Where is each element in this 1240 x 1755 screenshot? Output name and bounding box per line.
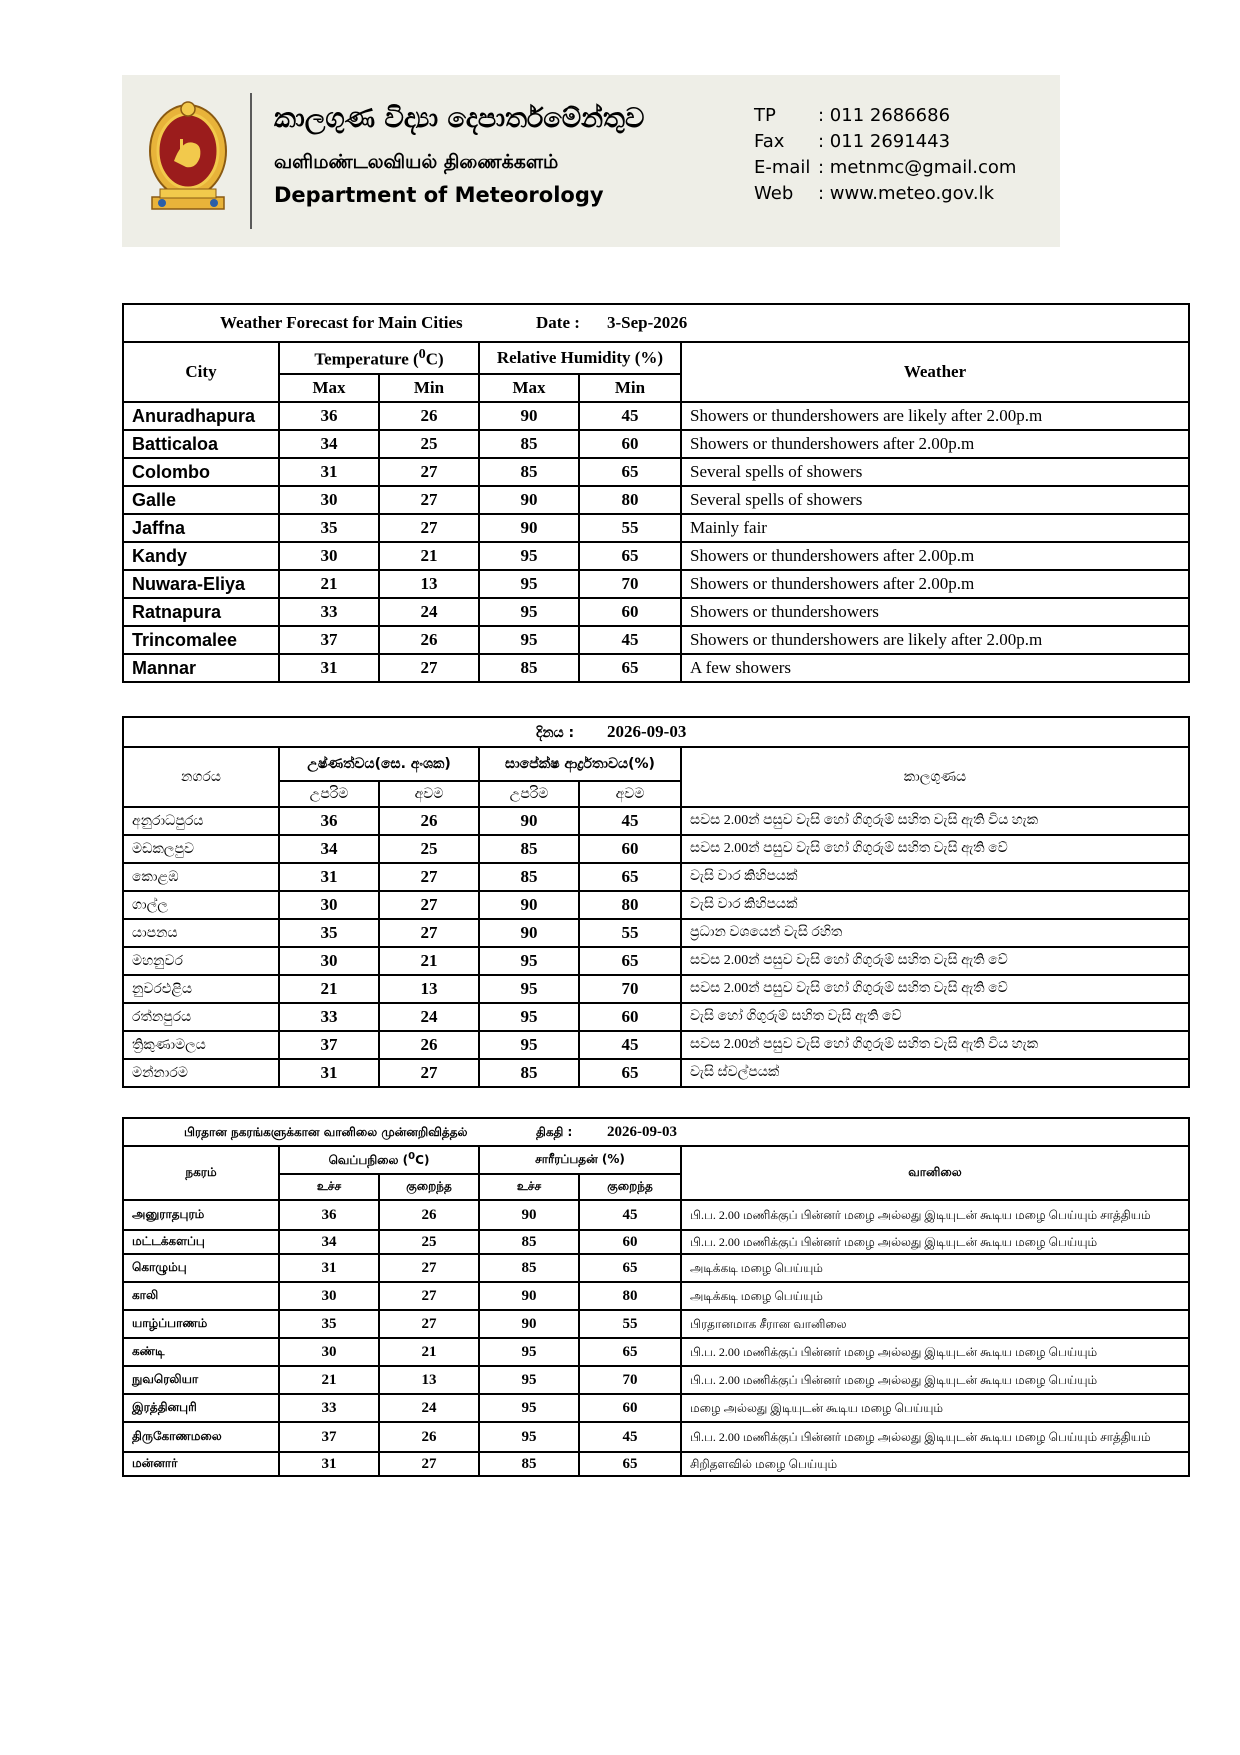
table-row <box>123 975 1189 1003</box>
temp-min-cell: 27 <box>379 1452 479 1476</box>
humidity-max-cell: 95 <box>479 1422 579 1452</box>
temp-max-cell: 37 <box>279 1031 379 1059</box>
humidity-max-cell: 95 <box>479 1394 579 1422</box>
temp-min-cell: 25 <box>379 835 479 863</box>
temp-max-cell: 31 <box>279 1059 379 1087</box>
weather-description-cell: அடிக்கடி மழை பெய்யும் <box>681 1254 1189 1282</box>
city-name-cell: නුවරඑළිය <box>123 975 279 1003</box>
forecast-date: 2026-09-03 <box>607 1123 677 1140</box>
humidity-max-cell: 85 <box>479 1452 579 1476</box>
humidity-max-cell: 85 <box>479 1254 579 1282</box>
tamil-forecast-table <box>122 1117 1190 1477</box>
humidity-min-cell: 65 <box>579 542 681 570</box>
humidity-min-cell: 65 <box>579 1059 681 1087</box>
city-column-header: City <box>123 342 279 402</box>
humidity-min-header: குறைந்த <box>579 1174 681 1200</box>
weather-description-cell: Several spells of showers <box>681 458 1189 486</box>
humidity-min-cell: 70 <box>579 1366 681 1394</box>
humidity-min-cell: 80 <box>579 486 681 514</box>
temp-min-cell: 26 <box>379 1031 479 1059</box>
city-name-cell: மன்னார் <box>123 1452 279 1476</box>
weather-description-cell: Showers or thundershowers <box>681 598 1189 626</box>
table-row <box>123 486 1189 514</box>
date-label: දිනය : <box>536 725 575 741</box>
city-name-cell: යාපනය <box>123 919 279 947</box>
humidity-max-cell: 90 <box>479 1282 579 1310</box>
temp-max-cell: 36 <box>279 1200 379 1230</box>
humidity-min-cell: 65 <box>579 458 681 486</box>
city-name-cell: திருகோணமலை <box>123 1422 279 1452</box>
table-row <box>123 654 1189 682</box>
city-name-cell: මහනුවර <box>123 947 279 975</box>
table-row <box>123 863 1189 891</box>
weather-description-cell: பி.ப. 2.00 மணிக்குப் பின்னர் மழை அல்லது இடியுடன் கூடிய மழை பெய்யும் <box>681 1230 1189 1254</box>
city-name-cell: Trincomalee <box>123 626 279 654</box>
city-name-cell: Batticaloa <box>123 430 279 458</box>
contact-row: TP : 011 2686686 <box>754 105 951 126</box>
temp-max-cell: 33 <box>279 598 379 626</box>
humidity-min-cell: 45 <box>579 1200 681 1230</box>
forecast-date: 3-Sep-2026 <box>607 313 688 332</box>
weather-column-header: කාලගුණය <box>681 747 1189 807</box>
humidity-min-header: Min <box>579 374 681 402</box>
temp-max-cell: 34 <box>279 430 379 458</box>
weather-description-cell: Mainly fair <box>681 514 1189 542</box>
city-name-cell: අනුරාධපුරය <box>123 807 279 835</box>
table-row <box>123 807 1189 835</box>
table-header-row <box>123 1146 1189 1174</box>
humidity-max-header: උපරිම <box>479 781 579 807</box>
humidity-max-cell: 90 <box>479 1200 579 1230</box>
temp-max-cell: 37 <box>279 626 379 654</box>
humidity-max-cell: 95 <box>479 1031 579 1059</box>
humidity-max-cell: 90 <box>479 1310 579 1338</box>
table-row <box>123 1338 1189 1366</box>
humidity-min-cell: 60 <box>579 835 681 863</box>
table-title: பிரதான நகரங்களுக்கான வானிலை முன்னறிவித்தல் <box>184 1124 468 1139</box>
temp-max-cell: 30 <box>279 542 379 570</box>
table-header-row <box>123 342 1189 374</box>
temp-max-cell: 34 <box>279 835 379 863</box>
humidity-max-cell: 95 <box>479 947 579 975</box>
contact-row: Fax : 011 2691443 <box>754 131 951 152</box>
humidity-min-cell: 55 <box>579 514 681 542</box>
humidity-max-cell: 85 <box>479 863 579 891</box>
weather-description-cell: සවස 2.00න් පසුව වැසි හෝ ගිගුරුම් සහිත වැසි ඇති විය හැක <box>681 807 1189 835</box>
temp-min-cell: 27 <box>379 458 479 486</box>
table-row <box>123 542 1189 570</box>
humidity-min-cell: 60 <box>579 1230 681 1254</box>
table-row <box>123 402 1189 430</box>
weather-description-cell: பி.ப. 2.00 மணிக்குப் பின்னர் மழை அல்லது இடியுடன் கூடிய மழை பெய்யும் சாத்தியம் <box>681 1200 1189 1230</box>
city-name-cell: யாழ்ப்பாணம் <box>123 1310 279 1338</box>
humidity-max-cell: 85 <box>479 1230 579 1254</box>
temp-max-cell: 30 <box>279 947 379 975</box>
english-table-body <box>123 402 1189 682</box>
table-row <box>123 1200 1189 1230</box>
table-row <box>123 570 1189 598</box>
header-divider <box>250 93 252 229</box>
table-row <box>123 947 1189 975</box>
humidity-max-cell: 95 <box>479 975 579 1003</box>
temp-min-cell: 24 <box>379 1394 479 1422</box>
table-row <box>123 514 1189 542</box>
temp-max-cell: 31 <box>279 458 379 486</box>
table-row <box>123 626 1189 654</box>
humidity-max-cell: 95 <box>479 598 579 626</box>
temp-min-cell: 26 <box>379 626 479 654</box>
table-row <box>123 1230 1189 1254</box>
table-row <box>123 458 1189 486</box>
temp-min-cell: 24 <box>379 1003 479 1031</box>
letterhead <box>122 75 1060 247</box>
forecast-date: 2026-09-03 <box>607 722 687 741</box>
city-name-cell: Mannar <box>123 654 279 682</box>
temp-max-cell: 35 <box>279 514 379 542</box>
humidity-max-cell: 85 <box>479 835 579 863</box>
temp-min-cell: 26 <box>379 1200 479 1230</box>
city-name-cell: Anuradhapura <box>123 402 279 430</box>
humidity-min-cell: 80 <box>579 891 681 919</box>
fax-number: : 011 2691443 <box>818 131 951 152</box>
weather-column-header: வானிலை <box>681 1146 1189 1200</box>
temp-min-header: අවම <box>379 781 479 807</box>
humidity-max-header: உச்ச <box>479 1174 579 1200</box>
table-title: Weather Forecast for Main Cities <box>220 313 463 332</box>
weather-description-cell: Several spells of showers <box>681 486 1189 514</box>
temp-max-header: Max <box>279 374 379 402</box>
table-row <box>123 1059 1189 1087</box>
phone-number: : 011 2686686 <box>818 105 951 126</box>
org-name-english: Department of Meteorology <box>274 183 604 207</box>
temp-min-cell: 13 <box>379 1366 479 1394</box>
city-name-cell: රත්නපුරය <box>123 1003 279 1031</box>
temp-max-cell: 30 <box>279 1338 379 1366</box>
weather-description-cell: සවස 2.00න් පසුව වැසි හෝ ගිගුරුම් සහිත වැසි ඇති විය හැක <box>681 1031 1189 1059</box>
temp-min-cell: 26 <box>379 807 479 835</box>
temperature-column-header: Temperature ($^0$C) <box>279 342 479 374</box>
weather-description-cell: ප්‍රධාන වශයෙන් වැසි රහිත <box>681 919 1189 947</box>
website-url: : www.meteo.gov.lk <box>818 183 995 204</box>
city-name-cell: ගාල්ල <box>123 891 279 919</box>
weather-description-cell: වැසි හෝ ගිගුරුම් සහිත වැසි ඇති වේ <box>681 1003 1189 1031</box>
weather-description-cell: A few showers <box>681 654 1189 682</box>
humidity-min-cell: 45 <box>579 807 681 835</box>
humidity-column-header: සාපේක්ෂ ආර්ද්‍රතාවය(%) <box>479 747 681 781</box>
table-row <box>123 1394 1189 1422</box>
email-address: : metnmc@gmail.com <box>818 157 1017 178</box>
city-name-cell: Colombo <box>123 458 279 486</box>
humidity-min-cell: 65 <box>579 863 681 891</box>
sri-lanka-emblem-icon <box>144 99 232 219</box>
temp-max-cell: 21 <box>279 975 379 1003</box>
humidity-min-cell: 60 <box>579 430 681 458</box>
table-row <box>123 1031 1189 1059</box>
temp-min-cell: 21 <box>379 542 479 570</box>
english-forecast-table <box>122 303 1190 683</box>
temp-min-cell: 25 <box>379 430 479 458</box>
temp-min-cell: 27 <box>379 891 479 919</box>
weather-description-cell: Showers or thundershowers after 2.00p.m <box>681 570 1189 598</box>
city-name-cell: Galle <box>123 486 279 514</box>
temp-max-header: உச்ச <box>279 1174 379 1200</box>
temp-max-cell: 30 <box>279 486 379 514</box>
humidity-max-cell: 90 <box>479 807 579 835</box>
temp-max-cell: 31 <box>279 654 379 682</box>
humidity-min-cell: 45 <box>579 1031 681 1059</box>
humidity-max-cell: 95 <box>479 542 579 570</box>
city-name-cell: මන්නාරම <box>123 1059 279 1087</box>
temp-max-cell: 33 <box>279 1394 379 1422</box>
temperature-column-header: උෂ්ණත්වය(සෙ. අංශක) <box>279 747 479 781</box>
city-name-cell: Ratnapura <box>123 598 279 626</box>
table-header-row <box>123 747 1189 781</box>
temp-max-cell: 21 <box>279 1366 379 1394</box>
humidity-max-cell: 90 <box>479 402 579 430</box>
temp-min-cell: 13 <box>379 570 479 598</box>
weather-description-cell: සවස 2.00න් පසුව වැසි හෝ ගිගුරුම් සහිත වැසි ඇති වේ <box>681 975 1189 1003</box>
temp-max-cell: 37 <box>279 1422 379 1452</box>
tamil-table-body <box>123 1200 1189 1476</box>
temp-min-cell: 27 <box>379 1282 479 1310</box>
weather-description-cell: සවස 2.00න් පසුව වැසි හෝ ගිගුරුම් සහිත වැසි ඇති වේ <box>681 947 1189 975</box>
contact-block <box>754 103 1016 207</box>
humidity-max-cell: 95 <box>479 626 579 654</box>
city-name-cell: මඩකලපුව <box>123 835 279 863</box>
humidity-max-cell: 95 <box>479 1366 579 1394</box>
temp-max-cell: 33 <box>279 1003 379 1031</box>
weather-description-cell: பி.ப. 2.00 மணிக்குப் பின்னர் மழை அல்லது இடியுடன் கூடிய மழை பெய்யும் <box>681 1366 1189 1394</box>
contact-row: E-mail : metnmc@gmail.com <box>754 157 1017 178</box>
table-row <box>123 598 1189 626</box>
temp-min-cell: 25 <box>379 1230 479 1254</box>
org-name-tamil: வளிமண்டலவியல் திணைக்களம் <box>274 151 559 173</box>
table-row <box>123 1422 1189 1452</box>
city-name-cell: Jaffna <box>123 514 279 542</box>
city-column-header: நகரம் <box>123 1146 279 1200</box>
humidity-max-header: Max <box>479 374 579 402</box>
temp-min-cell: 24 <box>379 598 479 626</box>
sinhala-table-body <box>123 807 1189 1087</box>
city-name-cell: அனுராதபுரம் <box>123 1200 279 1230</box>
table-row <box>123 835 1189 863</box>
humidity-max-cell: 85 <box>479 1059 579 1087</box>
sinhala-forecast-table <box>122 716 1190 1088</box>
humidity-min-cell: 55 <box>579 919 681 947</box>
temp-max-cell: 36 <box>279 402 379 430</box>
humidity-min-cell: 65 <box>579 1338 681 1366</box>
table-title-row <box>123 304 1189 342</box>
humidity-min-cell: 65 <box>579 947 681 975</box>
weather-description-cell: Showers or thundershowers after 2.00p.m <box>681 430 1189 458</box>
humidity-max-cell: 90 <box>479 891 579 919</box>
city-name-cell: கண்டி <box>123 1338 279 1366</box>
humidity-min-cell: 45 <box>579 626 681 654</box>
temp-min-cell: 27 <box>379 1059 479 1087</box>
table-row <box>123 919 1189 947</box>
humidity-min-cell: 60 <box>579 1394 681 1422</box>
temp-min-cell: 27 <box>379 654 479 682</box>
city-name-cell: ත්‍රිකුණාමලය <box>123 1031 279 1059</box>
temp-min-header: குறைந்த <box>379 1174 479 1200</box>
temp-min-header: Min <box>379 374 479 402</box>
temp-min-cell: 27 <box>379 863 479 891</box>
city-name-cell: நுவரெலியா <box>123 1366 279 1394</box>
temp-min-cell: 27 <box>379 1310 479 1338</box>
table-row <box>123 1003 1189 1031</box>
temp-max-cell: 30 <box>279 1282 379 1310</box>
humidity-min-cell: 55 <box>579 1310 681 1338</box>
humidity-max-cell: 95 <box>479 570 579 598</box>
table-row <box>123 1282 1189 1310</box>
table-title-row <box>123 1118 1189 1146</box>
temp-min-cell: 13 <box>379 975 479 1003</box>
weather-description-cell: Showers or thundershowers are likely after 2.00p.m <box>681 626 1189 654</box>
temp-min-cell: 21 <box>379 1338 479 1366</box>
weather-description-cell: சிறிதளவில் மழை பெய்யும் <box>681 1452 1189 1476</box>
humidity-min-cell: 60 <box>579 598 681 626</box>
weather-description-cell: වැසි වාර කිහිපයක් <box>681 863 1189 891</box>
city-name-cell: Kandy <box>123 542 279 570</box>
table-row <box>123 1254 1189 1282</box>
temp-max-cell: 35 <box>279 1310 379 1338</box>
humidity-min-cell: 65 <box>579 654 681 682</box>
temp-max-cell: 21 <box>279 570 379 598</box>
temp-max-cell: 31 <box>279 1254 379 1282</box>
city-name-cell: කොළඹ <box>123 863 279 891</box>
temp-max-cell: 35 <box>279 919 379 947</box>
temp-max-cell: 31 <box>279 1452 379 1476</box>
table-row <box>123 430 1189 458</box>
humidity-min-cell: 80 <box>579 1282 681 1310</box>
temp-min-cell: 27 <box>379 486 479 514</box>
temp-min-cell: 26 <box>379 1422 479 1452</box>
temp-max-cell: 30 <box>279 891 379 919</box>
humidity-min-cell: 45 <box>579 1422 681 1452</box>
temp-min-cell: 27 <box>379 919 479 947</box>
weather-description-cell: වැසි ස්වල්පයක් <box>681 1059 1189 1087</box>
humidity-min-cell: 70 <box>579 975 681 1003</box>
humidity-max-cell: 95 <box>479 1338 579 1366</box>
temp-min-cell: 21 <box>379 947 479 975</box>
city-name-cell: இரத்தினபுரி <box>123 1394 279 1422</box>
weather-description-cell: සවස 2.00න් පසුව වැසි හෝ ගිගුරුම් සහිත වැසි ඇති වේ <box>681 835 1189 863</box>
humidity-max-cell: 85 <box>479 654 579 682</box>
date-label: Date : <box>536 313 580 332</box>
city-name-cell: காலி <box>123 1282 279 1310</box>
humidity-column-header: சாரீரப்பதன் (%) <box>479 1146 681 1174</box>
humidity-column-header: Relative Humidity (%) <box>479 342 681 374</box>
city-name-cell: மட்டக்களப்பு <box>123 1230 279 1254</box>
city-column-header: නගරය <box>123 747 279 807</box>
temp-max-cell: 31 <box>279 863 379 891</box>
table-row <box>123 1366 1189 1394</box>
humidity-max-cell: 90 <box>479 514 579 542</box>
city-name-cell: Nuwara-Eliya <box>123 570 279 598</box>
date-label: திகதி : <box>536 1124 573 1139</box>
humidity-max-cell: 85 <box>479 430 579 458</box>
temp-max-cell: 34 <box>279 1230 379 1254</box>
temperature-column-header: வெப்பநிலை ($^0$C) <box>279 1146 479 1174</box>
humidity-min-cell: 45 <box>579 402 681 430</box>
weather-column-header: Weather <box>681 342 1189 402</box>
temp-max-cell: 36 <box>279 807 379 835</box>
temp-min-cell: 27 <box>379 1254 479 1282</box>
humidity-min-cell: 60 <box>579 1003 681 1031</box>
humidity-max-cell: 95 <box>479 1003 579 1031</box>
weather-description-cell: பி.ப. 2.00 மணிக்குப் பின்னர் மழை அல்லது இடியுடன் கூடிய மழை பெய்யும் <box>681 1338 1189 1366</box>
weather-description-cell: மழை அல்லது இடியுடன் கூடிய மழை பெய்யும் <box>681 1394 1189 1422</box>
humidity-max-cell: 90 <box>479 486 579 514</box>
contact-row: Web : www.meteo.gov.lk <box>754 183 995 204</box>
humidity-max-cell: 85 <box>479 458 579 486</box>
table-row <box>123 891 1189 919</box>
org-name-sinhala: කාලගුණ විද්‍යා දෙපාර්තමේන්තුව <box>274 103 645 134</box>
table-title-row <box>123 717 1189 747</box>
weather-description-cell: Showers or thundershowers after 2.00p.m <box>681 542 1189 570</box>
weather-description-cell: වැසි වාර කිහිපයක් <box>681 891 1189 919</box>
humidity-min-cell: 70 <box>579 570 681 598</box>
temp-max-header: උපරිම <box>279 781 379 807</box>
humidity-min-header: අවම <box>579 781 681 807</box>
humidity-min-cell: 65 <box>579 1254 681 1282</box>
humidity-max-cell: 90 <box>479 919 579 947</box>
weather-description-cell: அடிக்கடி மழை பெய்யும் <box>681 1282 1189 1310</box>
temp-min-cell: 27 <box>379 514 479 542</box>
weather-description-cell: பிரதானமாக சீரான வானிலை <box>681 1310 1189 1338</box>
weather-description-cell: Showers or thundershowers are likely after 2.00p.m <box>681 402 1189 430</box>
humidity-min-cell: 65 <box>579 1452 681 1476</box>
city-name-cell: கொழும்பு <box>123 1254 279 1282</box>
temp-min-cell: 26 <box>379 402 479 430</box>
table-row <box>123 1310 1189 1338</box>
table-row <box>123 1452 1189 1476</box>
weather-description-cell: பி.ப. 2.00 மணிக்குப் பின்னர் மழை அல்லது இடியுடன் கூடிய மழை பெய்யும் சாத்தியம் <box>681 1422 1189 1452</box>
